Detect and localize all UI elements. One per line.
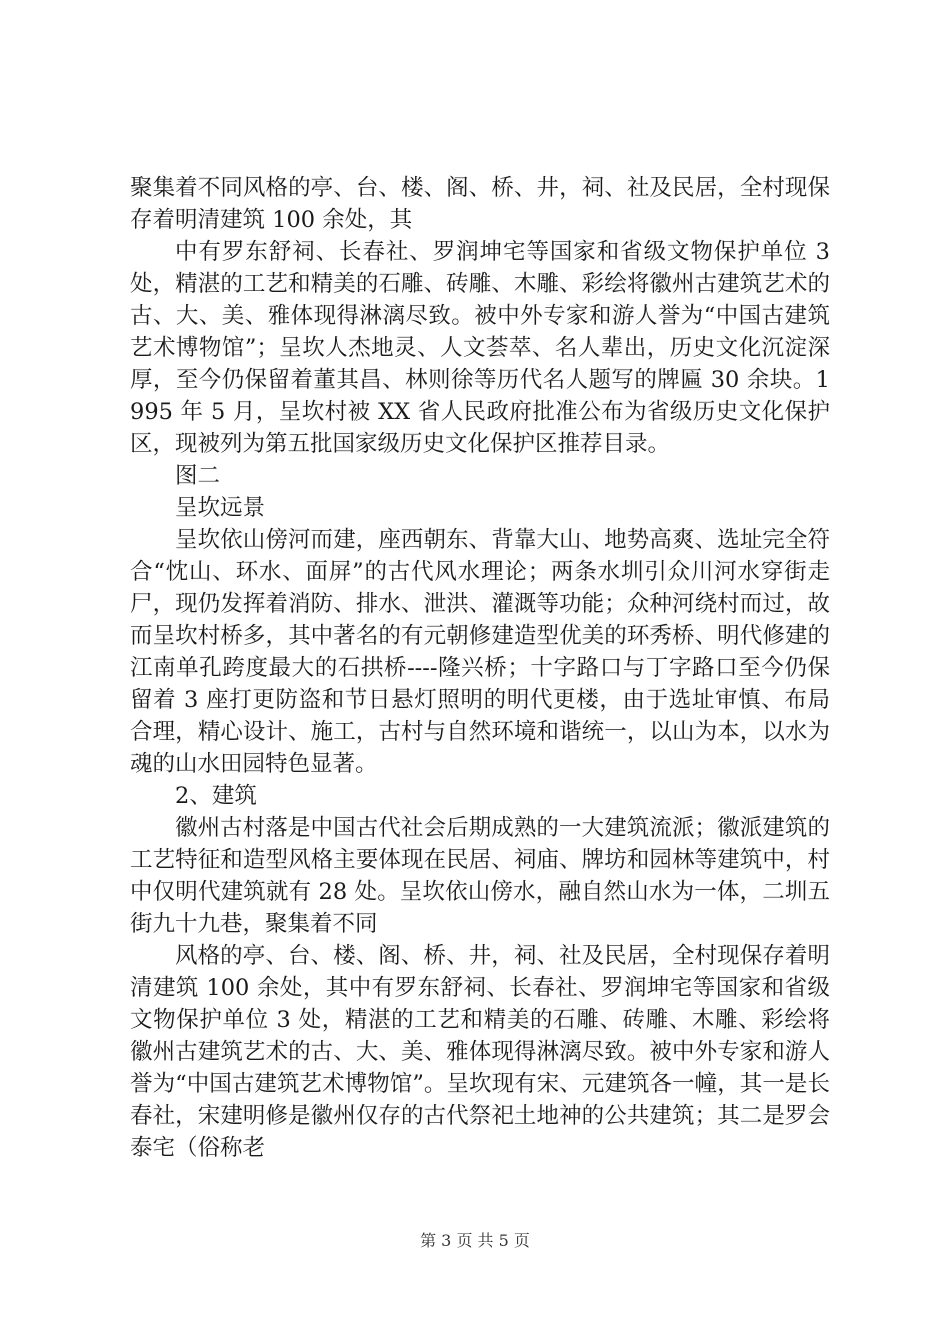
- paragraph: 聚集着不同风格的亭、台、楼、阁、桥、井，祠、社及民居，全村现保存着明清建筑 100 余处，其: [130, 175, 830, 233]
- figure-title: 呈坎远景: [175, 495, 266, 521]
- document-body: [130, 172, 830, 1164]
- paragraph: 徽州古村落是中国古代社会后期成熟的一大建筑流派；徽派建筑的工艺特征和造型风格主要体现在民居、祠庙、牌坊和园林等建筑中，村中仅明代建筑就有 28 处。呈坎依山傍水，融自然山水为一体，二圳五街九十九巷，聚集着不同: [130, 815, 830, 937]
- paragraph: 风格的亭、台、楼、阁、桥、井，祠、社及民居，全村现保存着明清建筑 100 余处，其中有罗东舒祠、长春社、罗润坤宅等国家和省级文物保护单位 3 处，精湛的工艺和精美的石雕、砖雕、木雕、彩绘将徽州古建筑艺术的古、大、美、雅体现得淋漓尽致。被中外专家和游人誉为“中国古建筑艺术博物馆”。呈坎现有宋、元建筑各一幢，其一是长春社，宋建明修是徽州仅存的古代祭祀土地神的公共建筑；其二是罗会泰宅（俗称老: [130, 943, 830, 1161]
- figure-caption: 图二: [175, 463, 221, 489]
- paragraph: 呈坎依山傍河而建，座西朝东、背靠大山、地势高爽、选址完全符合“忱山、环水、面屏”的古代风水理论；两条水圳引众川河水穿街走尸，现仍发挥着消防、排水、泄洪、灌溉等功能；众种河绕村而过，故而呈坎村桥多，其中著名的有元朝修建造型优美的环秀桥、明代修建的江南单孔跨度最大的石拱桥----隆兴桥；十字路口与丁字路口至今仍保留着 3 座打更防盗和节日悬灯照明的明代更楼，由于选址审慎、布局合理，精心设计、施工，古村与自然环境和谐统一，以山为本，以水为魂的山水田园特色显著。: [130, 527, 830, 777]
- paragraph: 中有罗东舒祠、长春社、罗润坤宅等国家和省级文物保护单位 3 处，精湛的工艺和精美的石雕、砖雕、木雕、彩绘将徽州古建筑艺术的古、大、美、雅体现得淋漓尽致。被中外专家和游人誉为“中国古建筑艺术博物馆”；呈坎人杰地灵、人文荟萃、名人辈出，历史文化沉淀深厚，至今仍保留着董其昌、林则徐等历代名人题写的牌匾 30 余块。1995 年 5 月，呈坎村被 XX 省人民政府批准公布为省级历史文化保护区，现被列为第五批国家级历史文化保护区推荐目录。: [130, 239, 830, 457]
- section-heading: 2、建筑: [175, 783, 257, 809]
- page-number-footer: 第 3 页 共 5 页: [420, 1231, 530, 1250]
